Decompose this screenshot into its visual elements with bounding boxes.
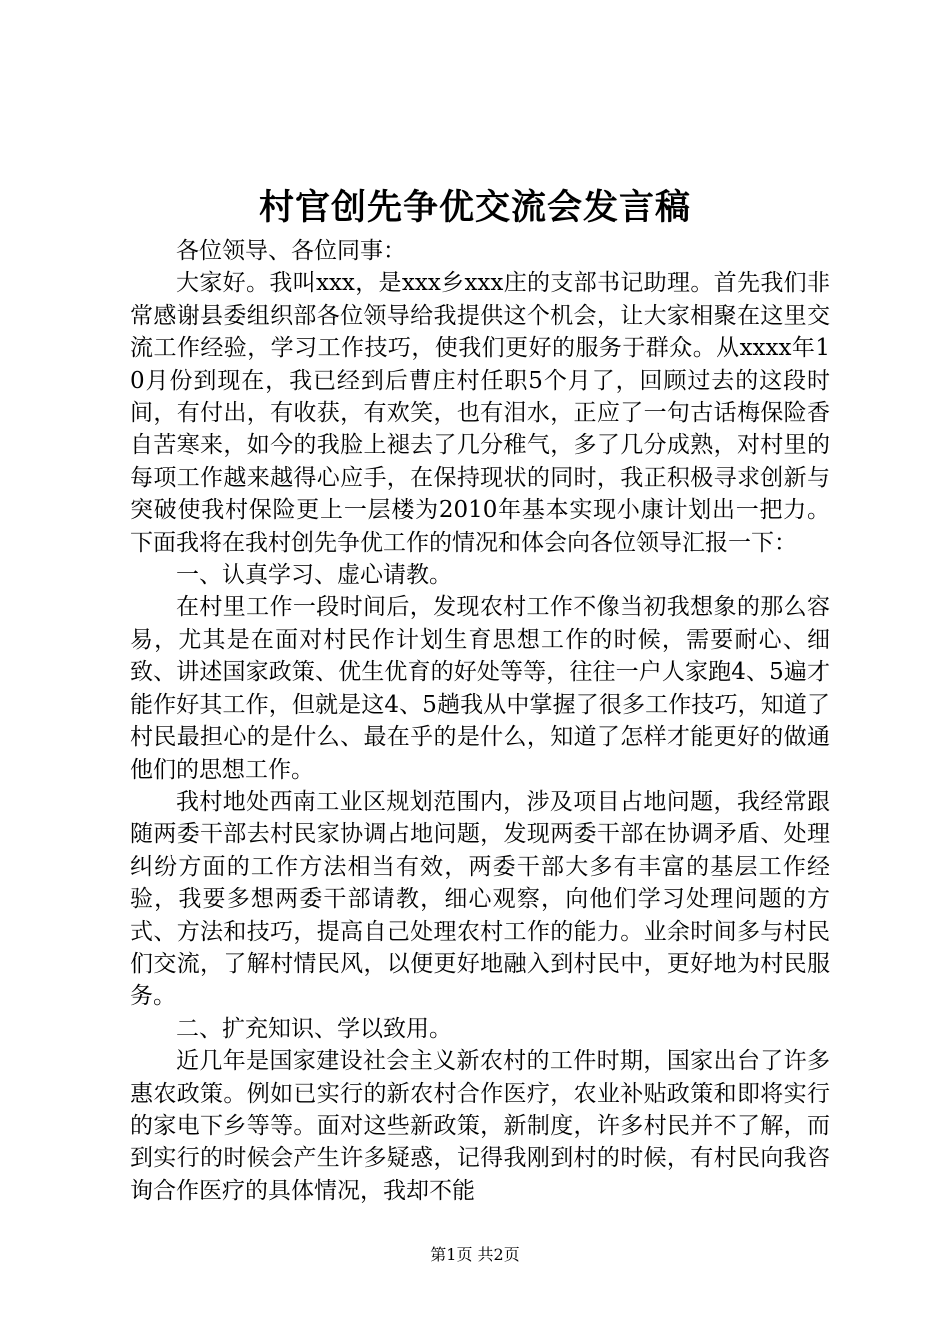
- section-heading-1: 一、认真学习、虚心请教。: [176, 562, 452, 589]
- document-body: [130, 235, 830, 1207]
- page-number-footer: 第1页 共2页: [430, 1245, 520, 1264]
- paragraph-section-2-a: 近几年是国家建设社会主义新农村的工件时期，国家出台了许多惠农政策。例如已实行的新农村合作医疗，农业补贴政策和即将实行的家电下乡等等。面对这些新政策，新制度，许多村民并不了解，而到实行的时候会产生许多疑惑，记得我刚到村的时候，有村民向我咨询合作医疗的具体情况，我却不能: [130, 1048, 830, 1204]
- paragraph-introduction: 大家好。我叫xxx，是xxx乡xxx庄的支部书记助理。首先我们非常感谢县委组织部各位领导给我提供这个机会，让大家相聚在这里交流工作经验，学习工作技巧，使我们更好的服务于群众。从xxxx年10月份到现在，我已经到后曹庄村任职5个月了，回顾过去的这段时间，有付出，有收获，有欢笑，也有泪水，正应了一句古话梅保险香自苦寒来，如今的我脸上褪去了几分稚气，多了几分成熟，对村里的每项工作越来越得心应手，在保持现状的同时，我正积极寻求创新与突破使我村保险更上一层楼为2010年基本实现小康计划出一把力。下面我将在我村创先争优工作的情况和体会向各位领导汇报一下：: [130, 270, 830, 556]
- paragraph-salutation: 各位领导、各位同事：: [176, 238, 406, 264]
- section-heading-2: 二、扩充知识、学以致用。: [176, 1015, 452, 1042]
- document-title: 村官创先争优交流会发言稿: [258, 187, 691, 228]
- paragraph-section-1-a: 在村里工作一段时间后，发现农村工作不像当初我想象的那么容易，尤其是在面对村民作计划生育思想工作的时候，需要耐心、细致、讲述国家政策、优生优育的好处等等，往往一户人家跑4、5遍才能作好其工作，但就是这4、5趟我从中掌握了很多工作技巧，知道了村民最担心的是什么、最在乎的是什么，知道了怎样才能更好的做通他们的思想工作。: [130, 594, 830, 783]
- paragraph-section-1-b: 我村地处西南工业区规划范围内，涉及项目占地问题，我经常跟随两委干部去村民家协调占地问题，发现两委干部在协调矛盾、处理纠纷方面的工作方法相当有效，两委干部大多有丰富的基层工作经验，我要多想两委干部请教，细心观察，向他们学习处理问题的方式、方法和技巧，提高自己处理农村工作的能力。业余时间多与村民们交流，了解村情民风，以便更好地融入到村民中，更好地为村民服务。: [130, 788, 830, 1010]
